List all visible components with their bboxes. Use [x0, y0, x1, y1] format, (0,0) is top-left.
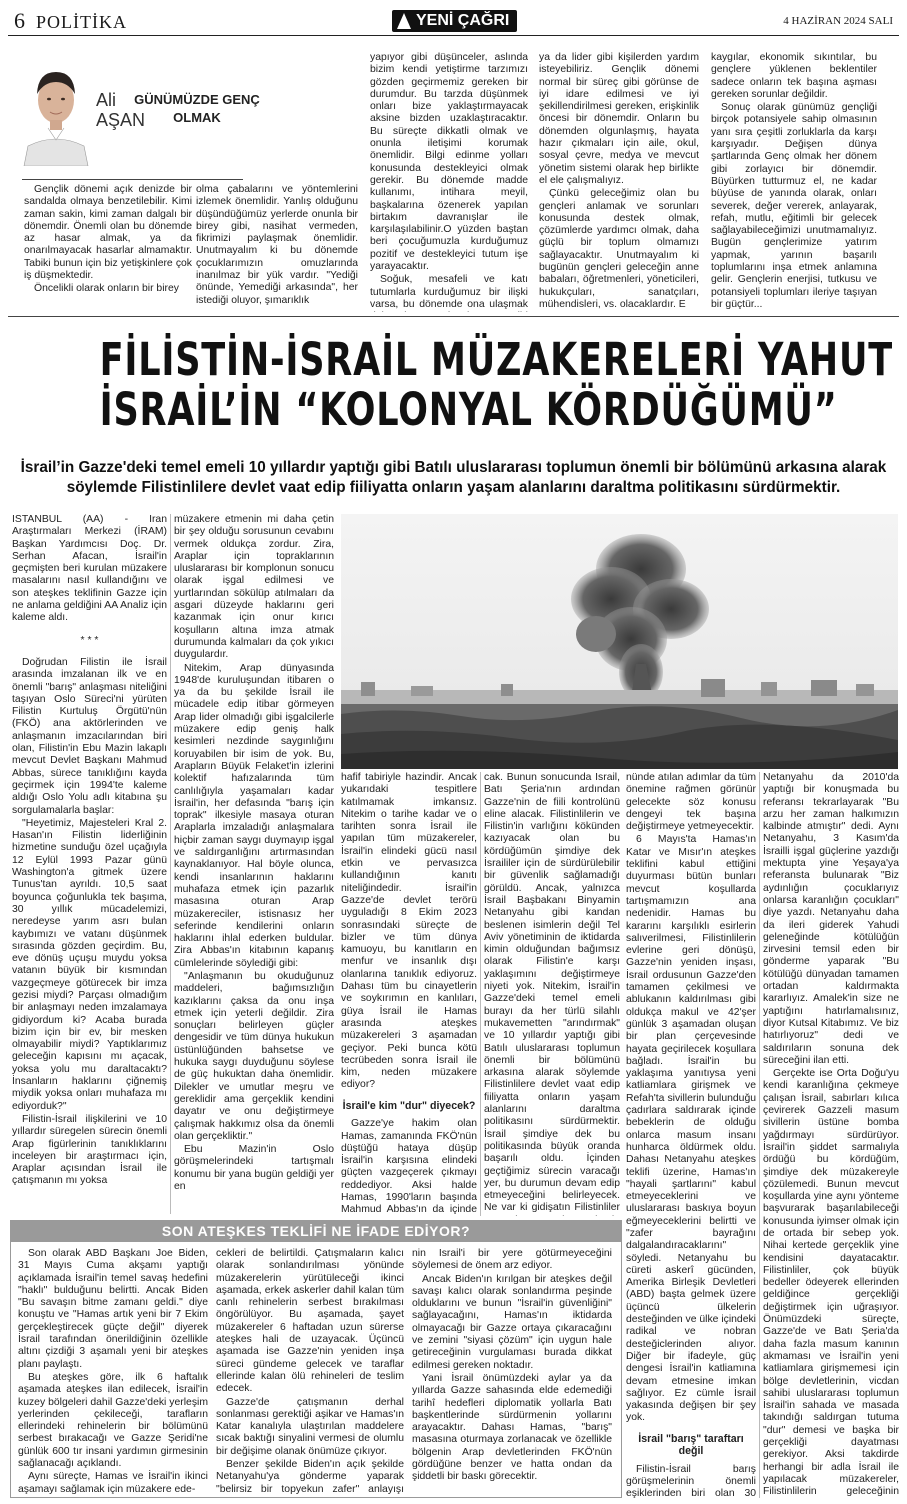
article-col6 [763, 772, 899, 1498]
paragraph: Gerçekte ise Orta Doğu'yu kendi karanlığına çekmeye çalışan İsrail, sabırları kılıca çevirerek Gazzeli masum sivillerin üstüne bomba yağdırmayı sürdürüyor. İsrail'in şiddet sarmalıyla ördüğü bu kördüğüm, şimdiye dek müzakereyle çözülemedi. Bunun mevcut koşullarda yine aynı yönteme başvurarak başarılabileceği konusunda iyimser olmak için de ortada bir sebep yok. Nihai kertede gerçeklik yine kendisini dayatacaktır. Filistinliler, çok büyük bedeller ödeyerek ellerinden geldiğince gerçekliği değiştirmek için uğraşıyor. Önümüzdeki süreçte, Gazze'de ve Batı Şeria'da daha fazla masum kanının akmaması ve İsrail'in yeni katliamlara girişmemesi için bölge devletlerinin, vicdan sahibi uluslararası toplumun İsrail'in sahada ve masada takındığı saldırgan tutuma "dur" demesi ve başka bir gerçekliği dayatması gerekiyor. Aksi takdirde herhangi bir adla İsrail ile yapılacak müzakereler, Filistinlilerin geleceğinin [763, 1068, 899, 1498]
paragraph: Çünkü geleceğimiz olan bu gençleri anlamak ve sorunları konusunda destek olmak, çözümlerde yardımcı olmak, daha güçlü bir toplum olmamızı sağlayacaktır. Unutmayalım ki bugünün gençleri geleceğin anne babaları, öğretmenleri, yöneticileri, hukukçuları, sanatçıları, mühendisleri, vs. olacaklardır. E [539, 188, 699, 310]
separator-stars: * * * [80, 634, 99, 646]
article-col1 [12, 514, 167, 1214]
paragraph: Öncelikli olarak onların bir birey [34, 283, 179, 295]
paragraph: Bu ateşkes göre, ilk 6 haftalık aşamada ateşkes ilan edilecek, İsrail'in kuzey bölgeleri dahil Gazze'deki yerleşim yerlerinden çekileceği, tarafların ellerindeki rehinelerin bir bölümünü serbest bırakacağı ve Gazze Şeridi'ne günlük 600 tır insani yardımın girmesinin sağlanacağı açıklandı. [18, 1371, 208, 1470]
columnist-box [22, 52, 260, 180]
paragraph: 6 Mayıs'ta Hamas'ın Katar ve Mısır'ın ateşkes teklifini kabul ettiğini duyurması bütün bunları mevcut koşullarda tartışmamızın ana nedenidir. Hamas bu kararını karşılıklı esirlerin salıverilmesi, Filistinlilerin evlerine geri dönüşü, Gazze'nin yeniden inşası, İsrail ordusunun Gazze'den tamamen çekilmesi ve ablukanın kaldırılması gibi oldukça makul ve 42'şer günlük 3 aşamadan oluşan bir plan çerçevesinde hayata geçirilecek koşullara bağladı. İsrail'in bu yaklaşıma yanıtıysa yeni katliamlara girişmek ve Refah'ta sivillerin bulunduğu çadırlara saldırarak içinde bebeklerin de olduğu onlarca masum insanı hunharca öldürmek oldu. Dahası Netanyahu ateşkes teklifi üzerine, Hamas'ın "hayali şartlarını" kabul etmeyeceklerini ve uluslararası baskıya boyun eğmeyeceklerini belirtti ve "zafer bayrağını dalgalandıracaklarını" söyledi. Netanyahu bu cüreti askerî gücünden, Amerika Birleşik Devletleri (ABD) başta gelmek üzere üçüncü ülkelerin desteğinden ve ülke içindeki radikal ve nobran desteğiclerinden alıyor. Diğer bir ifadeyle, güç dengesi İsrail'in katliamına devam etmesine imkan sağlıyor. Ez cümle İsrail yakasında değişen bir şey yok. [626, 834, 756, 1424]
paragraph: nünde atılan adımlar da tüm önemine rağmen görünür gelecekte söz konusu dengeyi tek başına değiştirmeye yetmeyecektir. [626, 772, 756, 833]
column-text-col2 [196, 184, 358, 334]
sidebar-col3 [412, 1248, 612, 1494]
section-label: POLİTİKA [36, 12, 127, 32]
paragraph: hafif tabiriyle hazindir. Ancak yukarıdaki tespitlere katılmamak imkansız. Nitekim o tarihe kadar ve o tarihten sonra İsrail ile yapılan tüm müzakereler, İsrail'in elindeki gücü nasıl etkin ve pervasızca kullandığının kanıtı niteliğindedir. İsrail'in Gazze'de devlet terörü uyguladığı 8 Ekim 2023 sonrasındaki süreçte de bizler ve tüm dünya kamuoyu, bu kanıtların en menfur ve insanlık dışı olanlarına tanıklık ediyoruz. Dahası tüm bu cinayetlerin ve soykırımın en kanlıları, güya İsrail ile Hamas arasında ateşkes müzakereleri 3 aşamadan geçiyor. Peki bunca kötü tecrübeden sonra İsrail ile kim, neden müzakere ediyor? [341, 772, 477, 1091]
column-text-col5 [711, 52, 877, 312]
sidebar-col2 [216, 1248, 404, 1494]
paragraph: yapıyor gibi düşünceler, aslında bizim kendi yetiştirme tarzımızı gözden geçirmemiz gereken bir durumdur. Bu tarzda düşünmek onları bize yaklaştırmayacak aksine bizden uzaklaştıracaktır. Bu süreçte dikkatli olmak ve onunla iletişimi korumak önemlidir. Bilgi edinme yolları konusunda destekleyici olmak gerekir. Bu dönemde madde kullanımı, intihara meyil, başkalarına özenerek yapılan birtakım davranışlar ile karşılaşılabilinir.O yüzden baştan beri çocuğumuzla kurduğumuz pozitif ve destekleyici tutum işe yarayacaktır. [370, 52, 528, 273]
paragraph: cak. Bunun sonucunda İsrail, Batı Şeria'nın ardından Gazze'nin de fiili kontrolünü eline alacak. Filistinlilerin ve Filistin'in varlığını kökünden kazıyacak olan bu kördüğümün şimdiye dek İsraililer için de sürdürülebilir bir güvenlik sağlamadığı görüldü. Ancak, yalnızca İsrail Başbakanı Binyamin Netanyahu gibi kandan beslenen isimlerin değil Tel Aviv yönetiminin de iktidarda kimin olduğundan bağımsız olarak Filistin'e karşı yaklaşımını değiştirmeye niyeti yok. Nitekim, İsrail'in Gazze'deki temel emeli burayı da her türlü silahlı mukavemetten "arındırmak" ve 10 yıllardır yaptığı gibi Batılı uluslararası toplumun önemli bir bölümünü arkasına alarak söylemde Filistinlilere devlet vaat edip fiiliyatta onların yaşam alanlarını daraltma politikasını sürdürmektir. İsrail şimdiye dek bu politikasında büyük oranda başarılı oldu. İçinden geçtiğimiz sürecin varacağı yer, bu durumun devam edip etmeyeceğini belirleyecek. Ne var ki gidişatın Filistinliler [484, 772, 620, 1214]
paragraph: Filistin-İsrail barış görüşmelerinin önemli eşiklerinden biri olan 30 [626, 1463, 756, 1498]
sidebar-col1 [18, 1248, 208, 1494]
paragraph: Yani İsrail önümüzdeki aylar ya da yıllarda Gazze sahasında elde edemediği tarihî hedefleri diplomatik yollarla Batı başkentlerinde sürdürmenin yollarını arayacaktır. Dahası Hamas, "barış" masasına oturmaya zorlanacak ve özellikle bölgenin Arap devletlerinden FKÖ'nün gördüğüne benzer ve hatta ondan da şiddetli bir baskı görecektir. [412, 1372, 612, 1483]
article-col4 [484, 772, 620, 1216]
article-col2 [174, 514, 334, 1214]
gaza-smoke-photo [341, 514, 898, 769]
paragraph: Ancak Biden'ın kırılgan bir ateşkes değil savaşı kalıcı olarak sonlandırma peşinde olduklarını ve bunun "İsrail'in güvenliğini" sağlayacağını, Hamas'ın iktidarda olmayacağı bir Gazze ortaya çıkaracağını ve zemini "siyasi çözüm" için uygun hale getireceğinin vurgulaması burada dikkat edilmesi gereken noktadır. [412, 1273, 612, 1371]
column-text-col4 [539, 52, 699, 312]
paragraph: olma çabalarını ve yöntemlerini izlemek önemlidir. Yanlış olduğunu düşündüğümüz yerlerde onunla bir birey gibi, nasihat vermeden, fikrimizi paylaşmak önemlidir. Unutmayalım ki bu dönemde çocuklarımızın omuzlarında inanılmaz bir yük vardır. "Yediği önünde, Yemediği arkasında", her istediği oluyor, şımarıklık [196, 184, 358, 306]
logo-text: YENİ ÇAĞRI [416, 12, 510, 29]
article-col5 [626, 772, 756, 1498]
column-text-col3 [370, 52, 528, 312]
paragraph: Son olarak ABD Başkanı Joe Biden, 31 Mayıs Cuma akşamı yaptığı açıklamada İsrail'in temel savaş hedefini "haklı" bulduğunu belirtti. Ancak Biden "Bu savaşın bitme zamanı geldi." diye konuştu ve "Hamas artık yeni bir 7 Ekim gerçekleştirecek güçte değil" diyerek İsrail tarafından önerildiğinin özellikle altını çizdiği 3 aşamalı yeni bir ateşkes planı paylaştı. [18, 1248, 208, 1370]
paragraph: Nitekim, Arap dünyasında 1948'de kuruluşundan itibaren o ya da bu şekilde İsrail ile mücadele edip itibar görmeyen Arap lider olmadığı gibi işgalcilerle müzakere edip geniş halk kesimleri nezdinde saygınlığını koruyabilen bir isim de yok. Bu, Arapların Büyük Felaket'in izlerini kolektif hafızalarında tüm canlılığıyla yaşamaları kadar İsrail'in, her defasında "barış için toprak" ilkesiyle masaya oturan Araplarla imzaladığı anlaşmalara hiçbir zaman saygı duymayıp işgal ve saldırganlığını artırmasından kaynaklanıyor. Hal böyle olunca, kendi insanlarının haklarını muhafaza etmek için pazarlık masasına oturan Arap müzakereciler, istisnasız her seferinde kendilerini onların haklarını ihlal ederken buldular. Zira Abbas'ın kitabının kapanış cümlelerinde söylediği gibi: [174, 662, 334, 969]
paragraph: kaygılar, ekonomik sıkıntılar, bu gençlere yüklenen beklentiler sadece onların tek başına aşması gereken sorunlar değildir. [711, 52, 877, 100]
headline-line-2: İSRAİL’İN “KOLONYAL KÖRDÜĞÜMÜ” [99, 383, 838, 436]
article-col3 [341, 772, 477, 1216]
sidebar-title: SON ATEŞKES TEKLİFİ NE İFADE EDİYOR? [10, 1220, 622, 1242]
paragraph: ya da lider gibi kişilerden yardım isteyebiliriz. Gençlik dönemi normal bir süreç gibi görünse de iyi idare edilmesi ve iyi şekillendirilmesi gereken, erişkinlik öncesi bir dönemdir. Onların bu dönemden olgunlaşmış, hayata hazır çıkmaları için aile, okul, sosyal çevre, medya ve mevcut yönetim sistemi olarak hep birlikte el ele çalışmalıyız. [539, 52, 699, 186]
author-last-name: AŞAN [96, 110, 146, 130]
subheading: İsrail'e kim "dur" diyecek? [342, 1099, 476, 1112]
paragraph: Filistin-İsrail ilişkilerini ve 10 yıllardır süregelen sürecin önemli Arap figürlerinin tanıklıklarını inceleyen bir araştırmacı için, Araplar açısından İsrail ile çatışmanın mı yoksa [12, 1113, 167, 1187]
logo-icon [397, 13, 411, 29]
page-header [8, 6, 899, 36]
column-title: GÜNÜMÜZDE GENÇ OLMAK [134, 92, 260, 125]
paragraph: Doğrudan Filistin ile İsrail arasında imzalanan ilk ve en önemli "barış" anlaşması niteliğini taşıyan Oslo Süreci'ni yürüten Filistin Kurtuluş Örgütü'nün (FKÖ) ana aktörlerinden ve anlaşmanın imzacılarından biri olan, Filistin'in Ebu Mazin lakaplı mevcut Devlet Başkanı Mahmud Abbas, sürece tanıklığını kayda geçirmek için 1994'te kaleme aldığı Oslo Yolu adlı kitabına şu sorgulamalarla başlar: [12, 656, 167, 816]
article-deck: İsrail’in Gazze'deki temel emeli 10 yıllardır yaptığı gibi Batılı uluslararası toplumun önemli bir bölümünü arkasına alarak söylemde Filistinlilere devlet vaat edip fiiliyatta onların yaşam alanlarını daraltma politikasını sürdürmektir. [20, 459, 887, 496]
paragraph: Aynı süreçte, Hamas ve İsrail'in ikinci aşamayı sağlamak için müzakere ede- [18, 1471, 208, 1494]
paragraph: Benzer şekilde Biden'ın açık şekilde Netanyahu'ya gönderme yaparak "belirsiz bir topyekun zafer" anlayışı [216, 1459, 404, 1494]
headline-line-1: FİLİSTİN-İSRAİL MÜZAKERELERİ YAHUT [99, 333, 893, 386]
column-rule [480, 772, 481, 1216]
paragraph: İSTANBUL (AA) - İran Araştırmaları Merkezi (İRAM) Başkan Yardımcısı Doç. Dr. Serhan Afacan, İsrail'in geçmişten beri kurulan müzakere masalarını nasıl kullandığını ve son ateşkes teklifinin Gazze için ne anlama geldiğini AA Analiz için kaleme aldı. [12, 514, 167, 624]
paragraph: müzakere etmenin mi daha çetin bir şey olduğu sorusunun cevabını vermek oldukça zordur. Zira, Araplar için topraklarının uluslararası bir komplonun sonucu olarak işgal edilmesi ve yurtlarından sökülüp atılmaları da asgari düzeyde haklarını geri kazanmak için onur kırıcı koşulların altına imza atmak durumunda kalmaları da çok yıkıcı duygulardır. [174, 514, 334, 661]
newspaper-logo [392, 10, 517, 32]
paragraph: "Heyetimiz, Majesteleri Kral 2. Hasan'ın Filistin liderliğinin hizmetine sunduğu özel uçağıyla 12 Eylül 1993 Pazar günü Washington'a gitmek üzere Tunus'tan ayrıldı. 10,5 saat boyunca çoğunlukla tek başıma, 30 yıllık mücadelemizi, neredeyse yarım asrı bulan kaybımızı ve vatanı düşünmek sırasında gözden geçirdim. Bu, eve dönüş uçuşu muydu yoksa vatanın büyük bir kısmından vazgeçmeye götürecek bir imza gezisi miydi? Parçası olmadığım bir anlaşmayı neden imzalamaya gidiyordum ki? Acaba burada bizim için bir ev, bir mesken olmayabilir miydi? Yaptıklarımız geleceğin kapısını mı açacak, yoksa yolu mu daraltacaktı? İnsanların haklarını çiğnemiş miydik yoksa onları muhafaza mı ediyorduk?" [12, 817, 167, 1112]
column-rule [759, 772, 760, 1498]
section-divider [8, 316, 899, 317]
column-rule [170, 514, 171, 1214]
author-portrait [22, 54, 90, 166]
paragraph: Gazze'de çatışmanın derhal sonlanması gerektiği aşikar ve Hamas'ın Katar kanalıyla ulaştırılan maddelere sıcak baktığı sinyalini vermesi de olumlu bir değişime olanak önümüze çıkıyor. [216, 1396, 404, 1457]
paragraph: Soğuk, mesafeli ve katı tutumlarla kurduğumuz bir ilişki varsa, bu dönemde ona ulaşmak [370, 274, 528, 310]
paragraph: Gazze'ye hakim olan Hamas, zamanında FKÖ'nün düştüğü hataya düşüp İsrail'in karşısına elindeki güçten vazgeçerek çıkmayı reddediyor. Aksi halde Hamas, 1990'ların başında Mahmud Abbas'ın da içinde [341, 1118, 477, 1216]
paragraph: Ebu Mazin'in Oslo görüşmelerindeki tartışmalı konumu bir yana bugün geldiği yer en [174, 1144, 334, 1193]
paragraph: Netanyahu da 2010'da yaptığı bir konuşmada bu referansı tekrarlayarak "Bu arzu her zaman halkımızın kalbinde atmıştır" dedi. Aynı Netanyahu, 3 Kasım'da İsrailli işgal güçlerine yazdığı mektupta yine Yeşaya'ya referansta bulunarak "Biz aydınlığın çocuklarıyız onlarsa karanlığın çocukları" diye yazdı. Netanyahu daha da ileri giderek Yahudi geleneğinde kötülüğün zirvesini temsil eden bir gönderme yaparak "Bu kötülüğü dünyadan tamamen ortadan kaldırmakta kararlıyız. Amalek'in size ne yaptığını hatırlamalısınız, diyor Kutsal Kitabımız. Ve biz hatırlıyoruz" dedi ve saldırıların sonuna dek süreceğini ilan etti. [763, 772, 899, 1066]
author-first-name: Ali [96, 90, 117, 110]
article-headline [99, 333, 893, 436]
subheading: İsrail "barış" taraftarı değil [638, 1432, 744, 1458]
paragraph: Gençlik dönemi açık denizde bir sandalda olmaya benzetilebilir. Kimi zaman sakin, kimi zaman dalgalı bir dönemdir. Önemli olan bu dönemde az hasar almak, ya da onarılmayacak hasarlar almamaktır. Tabiki bunun için biz yetişkinlere çok iş düşmektedir. [24, 184, 192, 282]
column-text-col1 [24, 184, 192, 334]
paragraph: "Anlaşmanın bu okuduğunuz maddeleri, bağımsızlığın kazıklarını çaksa da onu inşa etmek için yeterli değildir. Zira sonuçları belirleyen güçler dengesidir ve tüm dünya hukukun üstünlüğünden bahsetse ve hukuka saygı duyduğunu söylese de güç hukuktan daha önemlidir. Dilekler ve umutlar meşru ve gereklidir ama gerçeklik kendini dayatır ve onu değiştirmeye çalışmak hakkımız olsa da önemli olan gerçekliktir." [174, 970, 334, 1142]
page-number: 6 [14, 8, 25, 33]
issue-date: 4 HAZİRAN 2024 SALI [783, 15, 893, 27]
paragraph: cekleri de belirtildi. Çatışmaların kalıcı olarak sonlandırılması yönünde müzakerelerin yürütüleceği ikinci aşamada, erkek askerler dahil kalan tüm canlı rehinelerin serbest bırakılması öngörülüyor. Bu aşamada, şayet müzakereler 6 haftadan uzun sürerse ateşkes hali de uzayacak. Üçüncü aşamada ise Gazze'nin yeniden inşa süreci gündeme gelecek ve taraflar ellerinde kalan ölü rehineleri de teslim edecek. [216, 1248, 404, 1395]
paragraph: Sonuç olarak günümüz gençliği birçok potansiyele sahip olmasının yanı sıra çeşitli zorluklarla da karşı karşıyadır. Değişen dünya şartlarında Genç olmak her dönem gibi zorlayıcı bir dönemdir. Büyürken tutturmuz el, ne kadar büyüse de yanında olarak, onları severek, değer vererek, anlayarak, refah, mutlu, eğitimli bir gelecek sağlayabileceğimizi unutmamalıyız. Bugün gençlerimize yatırım yapmak, yarının başarılı toplumlarını inşa etmek anlamına gelir. Gençlerin enerjisi, tutkusu ve potansiyeli toplumları ileriye taşıyan bir güçtür... [711, 102, 877, 310]
paragraph: nin İsrail'i bir yere götürmeyeceğini söylemesi de önem arz ediyor. [412, 1248, 612, 1272]
